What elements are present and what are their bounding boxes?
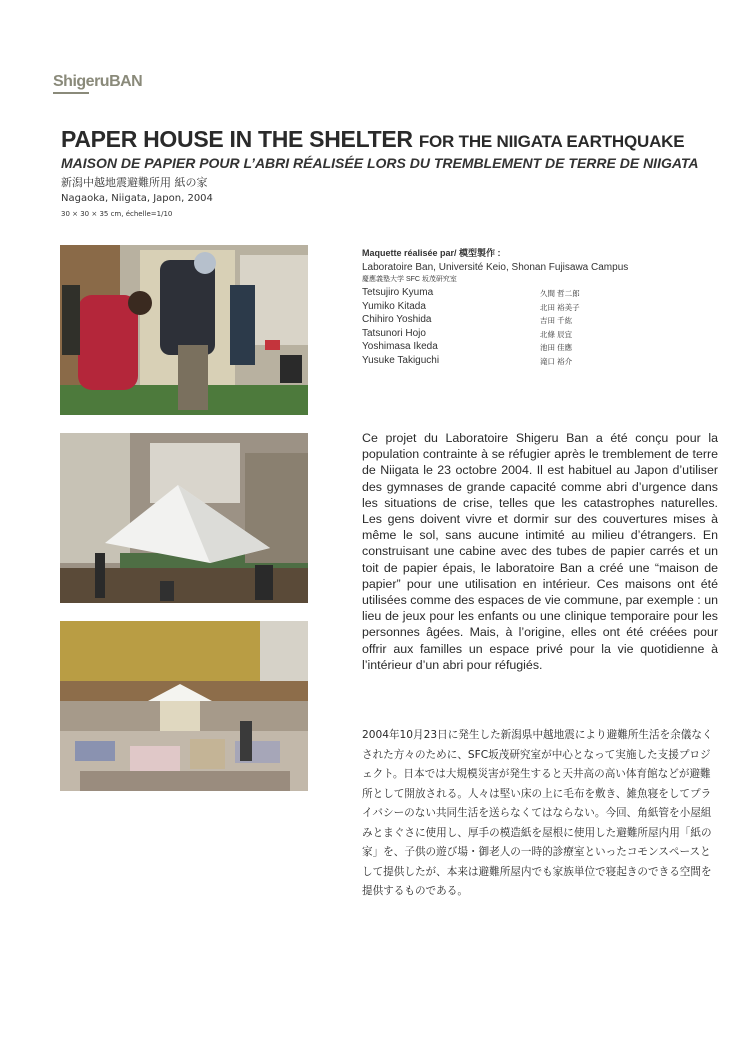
credit-name: Yumiko Kitada bbox=[362, 300, 426, 312]
credit-name-jp: 北田 裕美子 bbox=[540, 302, 580, 312]
credit-name: Tatsunori Hojo bbox=[362, 327, 426, 339]
credit-name: Yoshimasa Ikeda bbox=[362, 341, 438, 352]
japanese-title: 新潟中越地震避難所用 紙の家 bbox=[61, 176, 208, 189]
description-japanese: 2004年10月23日に発生した新潟県中越地震により避難所生活を余儀なくされた方々のために、SFC坂茂研究室が中心となって実施した支援プロジェクト。日本では大規模災害が発生すると天井高の高い体育館などが避難所として開放される。人々は堅い床の上に毛布を敷き、雑魚寝をしてプライバシーのない共同生活を送らなくてはならない。今回、角紙管を小屋組みとまぐさに使用し、厚手の模造紙を屋根に使用した避難所屋内用「紙の家」を、子供の遊び場・御老人の一時的診療室といったコモンスペースとして提供したが、本来は避難所屋内でも家族単位で寝起きのできる空間を提供するものである。 bbox=[362, 729, 713, 897]
credit-row bbox=[362, 355, 662, 369]
location-date: Nagaoka, Niigata, Japon, 2004 bbox=[61, 193, 213, 204]
credit-name-jp: 久間 哲二郎 bbox=[540, 289, 580, 298]
logo-underline bbox=[53, 92, 89, 94]
credit-name-jp: 滝口 裕介 bbox=[540, 356, 573, 366]
logo-text: ShigeruBAN bbox=[53, 73, 143, 90]
credits-lab: Laboratoire Ban, Université Keio, Shonan Fujisawa Campus bbox=[362, 262, 629, 273]
photo-shelter-gym bbox=[60, 621, 308, 791]
title-subtitle: FOR THE NIIGATA EARTHQUAKE bbox=[418, 132, 685, 151]
credit-row bbox=[362, 341, 662, 355]
photo-paper-roof bbox=[60, 433, 308, 603]
credit-row bbox=[362, 301, 662, 315]
photo-assembly bbox=[60, 245, 308, 415]
credit-row bbox=[362, 287, 662, 301]
credits-people-list bbox=[362, 287, 662, 368]
description-french: Ce projet du Laboratoire Shigeru Ban a été conçu pour la population contrainte à se réfugier après le tremblement de terre de Niigata le 23 octobre 2004. Il est habituel au Japon d’utiliser des gymnases de grande capacité comme abri d’urgence dans les situations de crise, telles que les catastrophes naturelles. Les gens doivent vivre et dormir sur des couvertures mises à même le sol, sans aucune intimité au milieu d’étrangers. En construisant une cabine avec des tubes de papier carrés et un toit de papier épais, le laboratoire Ban a créé une “maison de papier” pour une utilisation en intérieur. Ces maisons ont été utilisées comme des espaces de vie commune, par exemple : un lieu de jeux pour les enfants ou une clinique temporaire pour les personnes âgées. Mais, à l’origine, elles ont été créées pour offrir aux familles un espace privé pour la vie quotidienne à l’intérieur d’un abri pour réfugiés. bbox=[362, 431, 718, 672]
credit-name: Yusuke Takiguchi bbox=[362, 354, 440, 366]
credits-heading: Maquette réalisée par/ 模型製作 : bbox=[362, 248, 501, 258]
credit-name-jp: 北條 辰宜 bbox=[540, 329, 573, 339]
credit-row bbox=[362, 314, 662, 328]
shigeru-ban-logo bbox=[53, 70, 143, 100]
credit-name: Tetsujiro Kyuma bbox=[362, 287, 434, 298]
credit-name-jp: 池田 佳應 bbox=[540, 343, 573, 352]
credit-row bbox=[362, 328, 662, 342]
model-credits bbox=[362, 246, 662, 368]
credit-name-jp: 吉田 千紘 bbox=[540, 316, 573, 325]
credit-name: Chihiro Yoshida bbox=[362, 314, 432, 325]
credits-lab-jp: 慶應義塾大学 SFC 坂茂研究室 bbox=[362, 276, 457, 283]
french-title: MAISON DE PAPIER POUR L’ABRI RÉALISÉE LORS DU TREMBLEMENT DE TERRE DE NIIGATA bbox=[61, 155, 699, 171]
page-title bbox=[61, 126, 684, 153]
title-main-text: PAPER HOUSE IN THE SHELTER bbox=[61, 126, 413, 152]
model-dimensions: 30 × 30 × 35 cm, échelle=1/10 bbox=[61, 210, 173, 218]
